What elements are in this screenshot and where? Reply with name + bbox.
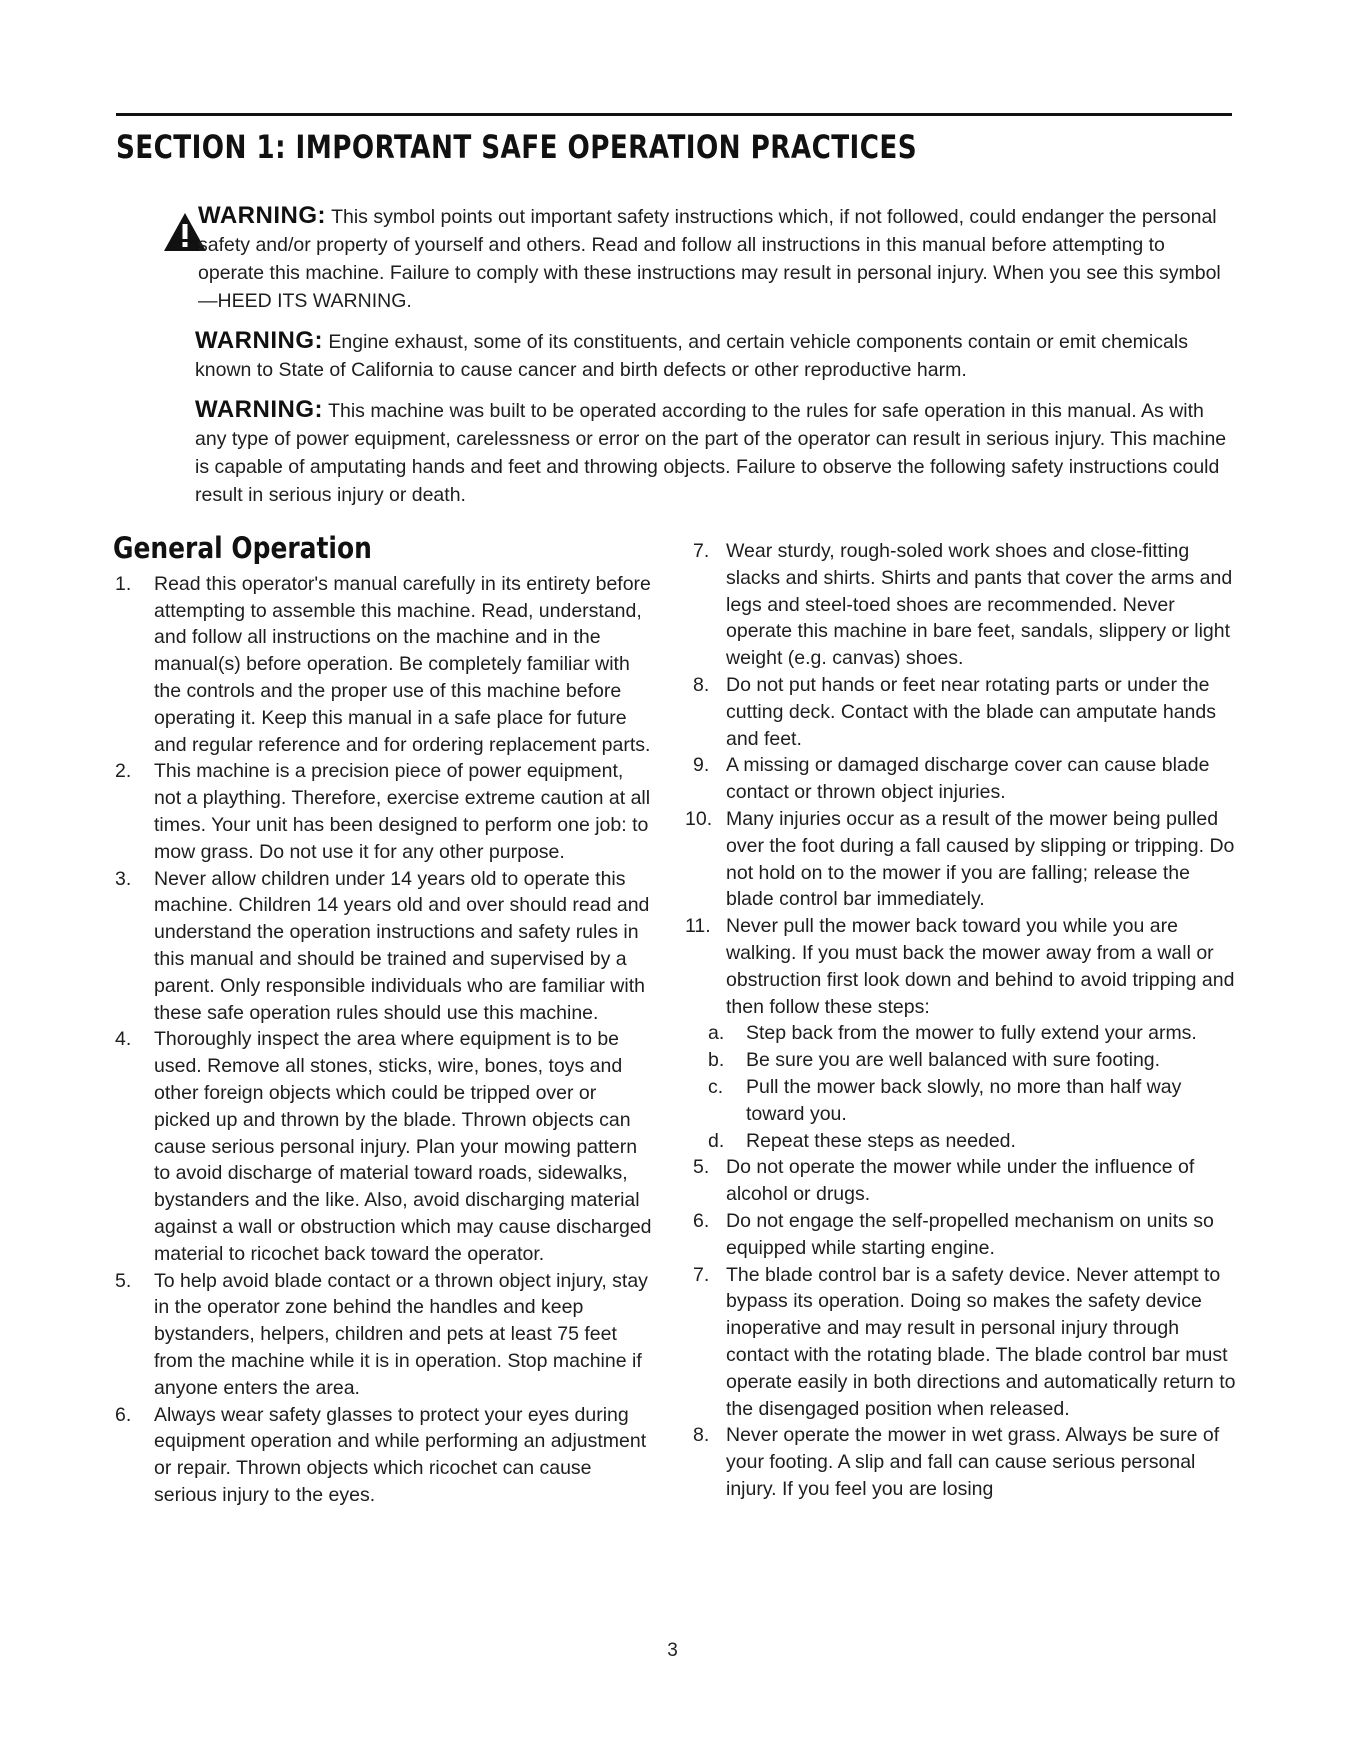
list-item <box>685 672 1240 752</box>
warning-text: Engine exhaust, some of its constituents, and certain vehicle components contain or emit chemicals known to State of California to cause cancer and birth defects or other reproductive harm. <box>195 331 1188 381</box>
item-text: Do not put hands or feet near rotating parts or under the cutting deck. Contact with the blade can amputate hands and feet. <box>726 673 1216 750</box>
list-item <box>685 538 1240 672</box>
item-text: Repeat these steps as needed. <box>746 1129 1016 1152</box>
item-number: 11. <box>685 915 711 938</box>
list-item <box>113 1402 653 1509</box>
item-letter: c. <box>708 1075 724 1098</box>
left-column <box>113 531 653 1509</box>
warning-text: This symbol points out important safety instructions which, if not followed, could endanger the personal safety and/or property of yourself and others. Read and follow all instructions in this manual before attempting to operate this machine. Failure to comply with these instructions may result in personal injury. When you see this symbol—HEED ITS WARNING. <box>198 206 1221 312</box>
warning-machine <box>195 396 1235 509</box>
item-text: Pull the mower back slowly, no more than half way toward you. <box>746 1075 1182 1125</box>
item-text: Always wear safety glasses to protect your eyes during equipment operation and while performing an adjustment or repair. Thrown objects which ricochet can cause serious injury to the eyes. <box>154 1403 647 1506</box>
sub-list-item <box>708 1020 1240 1047</box>
item-letter: d. <box>708 1129 725 1152</box>
item-number: 7. <box>693 540 710 562</box>
list-item <box>685 1422 1240 1502</box>
item-number: 8. <box>693 673 710 696</box>
warning-text: This machine was built to be operated according to the rules for safe operation in this manual. As with any type of power equipment, carelessness or error on the part of the operator can result in serious injury. This machine is capable of amputating hands and feet and throwing objects. Failure to observe the following safety instructions could result in serious injury or death. <box>195 400 1227 506</box>
right-list-continued <box>685 1154 1240 1502</box>
item-number: 5. <box>115 1269 132 1292</box>
item-text: Never operate the mower in wet grass. Always be sure of your footing. A slip and fall can cause serious personal injury. If you feel you are losing <box>726 1424 1220 1500</box>
sub-list <box>685 1020 1240 1154</box>
item-text: Step back from the mower to fully extend your arms. <box>746 1022 1197 1045</box>
sub-list-item <box>708 1047 1240 1074</box>
item-number: 5. <box>693 1156 710 1179</box>
item-number: 3. <box>115 867 132 890</box>
list-item <box>113 866 653 1027</box>
item-text: Read this operator's manual carefully in its entirety before attempting to assemble this machine. Read, understand, and follow all instructions on the machine and in the manual(s) before operation. Be completely familiar with the controls and the proper use of this machine before operating it. Keep this manual in a safe place for future and regular reference and for ordering replacement parts. <box>154 572 651 756</box>
list-item <box>685 1154 1240 1208</box>
list-item <box>685 806 1240 913</box>
general-operation-heading: General Operation <box>113 531 372 565</box>
item-text: Do not engage the self-propelled mechanism on units so equipped while starting engine. <box>726 1209 1214 1259</box>
list-item <box>685 913 1240 1020</box>
warning-symbol <box>195 202 1235 315</box>
item-number: 7. <box>693 1263 710 1286</box>
warnings <box>195 202 1235 521</box>
item-number: 6. <box>115 1403 132 1426</box>
sub-list-item <box>708 1074 1240 1128</box>
list-item <box>685 1208 1240 1262</box>
item-text: To help avoid blade contact or a thrown object injury, stay in the operator zone behind the handles and keep bystanders, helpers, children and pets at least 75 feet from the machine while it is in operation. Stop machine if anyone enters the area. <box>154 1269 648 1399</box>
list-item <box>113 1268 653 1402</box>
item-number: 4. <box>115 1028 132 1051</box>
item-number: 8. <box>693 1424 710 1447</box>
left-list <box>113 571 653 1509</box>
item-number: 1. <box>115 572 132 595</box>
right-column <box>685 538 1240 1503</box>
right-list <box>685 538 1240 1020</box>
list-item <box>685 752 1240 806</box>
item-text: Never pull the mower back toward you while you are walking. If you must back the mower away from a wall or obstruction first look down and behind to avoid tripping and then follow these steps: <box>726 915 1235 1018</box>
item-text: Do not operate the mower while under the influence of alcohol or drugs. <box>726 1156 1195 1206</box>
list-item <box>685 1262 1240 1423</box>
list-item <box>113 1026 653 1267</box>
warning-label: WARNING: <box>195 396 323 423</box>
page-number: 3 <box>667 1640 678 1661</box>
item-text: Thoroughly inspect the area where equipment is to be used. Remove all stones, sticks, wire, bones, toys and other foreign objects which could be tripped over or picked up and thrown by the blade. Thrown objects can cause serious personal injury. Plan your mowing pattern to avoid discharge of material toward roads, sidewalks, bystanders and the like. Also, avoid discharging material against a wall or obstruction which may cause discharged material to ricochet back toward the operator. <box>154 1028 652 1265</box>
warning-california <box>195 327 1235 384</box>
item-text: The blade control bar is a safety device. Never attempt to bypass its operation. Doing so makes the safety device inoperative and may result in personal injury through contact with the rotating blade. The blade control bar must operate easily in both directions and automatically return to the disengaged position when released. <box>726 1263 1236 1420</box>
item-number: 9. <box>693 754 710 777</box>
item-letter: a. <box>708 1022 725 1045</box>
item-number: 10. <box>685 807 713 830</box>
list-item <box>113 758 653 865</box>
item-number: 6. <box>693 1209 710 1232</box>
top-rule <box>116 113 1232 116</box>
sub-list-item <box>708 1128 1240 1155</box>
item-text: Wear sturdy, rough-soled work shoes and close-fitting slacks and shirts. Shirts and pants that cover the arms and legs and steel-toed shoes are recommended. Never operate this machine in bare feet, sandals, slippery or light weight (e.g. canvas) shoes. <box>726 540 1233 670</box>
item-text: This machine is a precision piece of power equipment, not a plaything. Therefore, exercise extreme caution at all times. Your unit has been designed to perform one job: to mow grass. Do not use it for any other purpose. <box>154 760 651 863</box>
item-text: Many injuries occur as a result of the mower being pulled over the foot during a fall caused by slipping or tripping. Do not hold on to the mower if you are falling; release the blade control bar immediately. <box>726 807 1235 911</box>
item-text: Be sure you are well balanced with sure footing. <box>746 1049 1161 1072</box>
item-number: 2. <box>115 760 132 783</box>
item-text: Never allow children under 14 years old to operate this machine. Children 14 years old and over should read and understand the operation instructions and safety rules in this manual and should be trained and supervised by a parent. Only responsible individuals who are familiar with these safe operation rules should use this machine. <box>154 867 650 1024</box>
list-item <box>113 571 653 759</box>
section-title: SECTION 1: IMPORTANT SAFE OPERATION PRACTICES <box>116 128 918 166</box>
warning-label: WARNING: <box>198 202 326 229</box>
warning-label: WARNING: <box>195 327 323 354</box>
item-letter: b. <box>708 1049 725 1072</box>
item-text: A missing or damaged discharge cover can cause blade contact or thrown object injuries. <box>726 754 1210 804</box>
